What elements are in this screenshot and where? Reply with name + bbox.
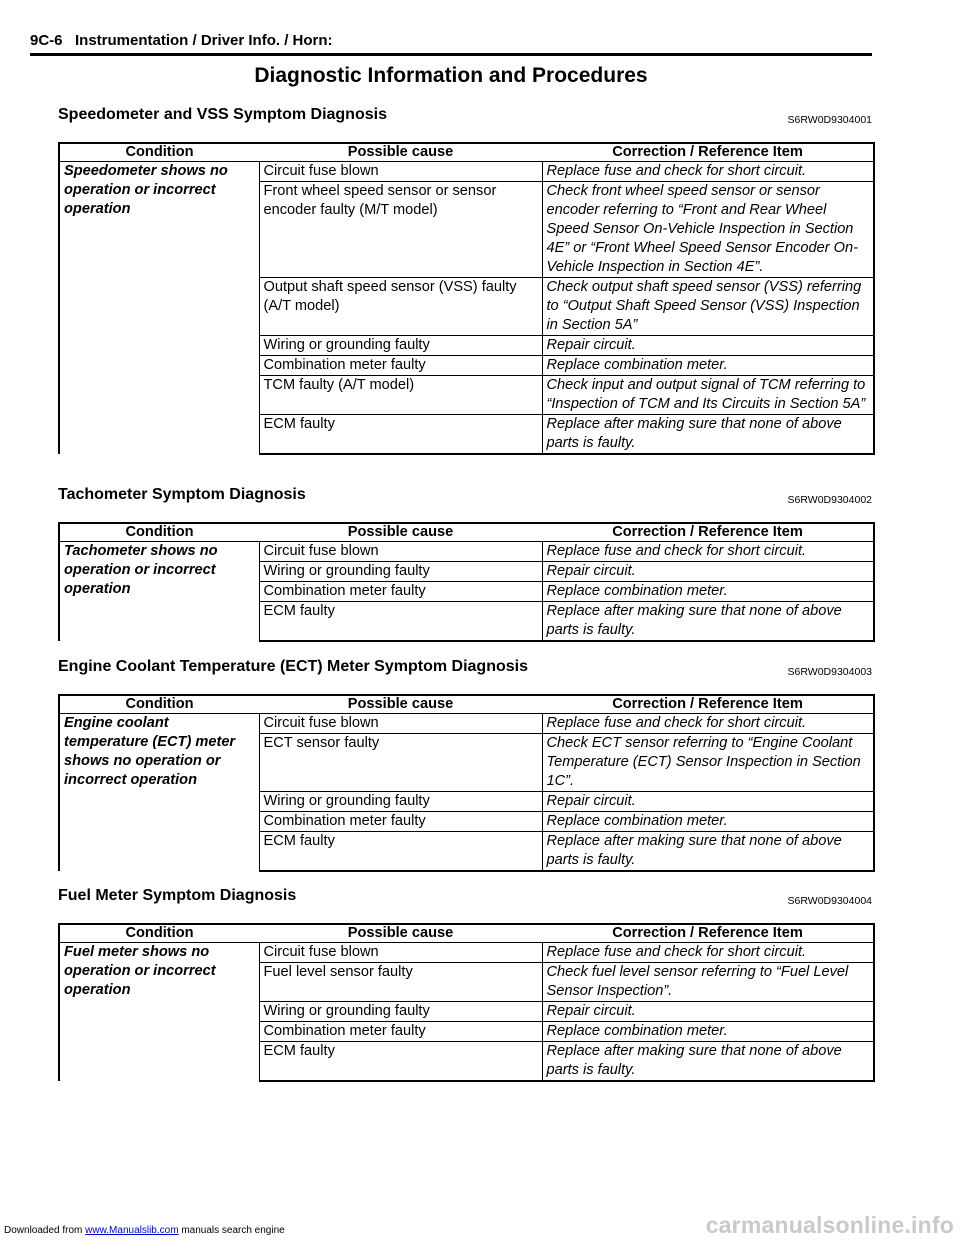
column-header-correction: Correction / Reference Item (542, 924, 874, 943)
cause-cell: Front wheel speed sensor or sensor encoder faulty (M/T model) (259, 182, 542, 278)
section-title: Tachometer Symptom Diagnosis (58, 486, 306, 503)
ect-meter-diagnosis-table (58, 694, 875, 872)
correction-cell: Check input and output signal of TCM referring to “Inspection of TCM and Its Circuits in Section 5A” (542, 376, 874, 415)
section-title: Speedometer and VSS Symptom Diagnosis (58, 106, 387, 123)
section-heading-tachometer (58, 486, 872, 508)
table-header-row (59, 523, 874, 542)
cause-cell: Circuit fuse blown (259, 542, 542, 562)
cause-cell: Wiring or grounding faulty (259, 336, 542, 356)
column-header-cause: Possible cause (259, 695, 542, 714)
section-code: S6RW0D9304002 (787, 494, 872, 506)
speedometer-diagnosis-table (58, 142, 875, 455)
section-heading-ect-meter (58, 658, 872, 680)
condition-cell: Speedometer shows no operation or incorrect operation (59, 162, 259, 455)
column-header-cause: Possible cause (259, 143, 542, 162)
table-row (59, 943, 874, 963)
cause-cell: Circuit fuse blown (259, 943, 542, 963)
correction-cell: Replace fuse and check for short circuit. (542, 943, 874, 963)
correction-cell: Replace combination meter. (542, 356, 874, 376)
correction-cell: Check ECT sensor referring to “Engine Coolant Temperature (ECT) Sensor Inspection in Section 1C”. (542, 734, 874, 792)
correction-cell: Replace combination meter. (542, 1022, 874, 1042)
manualslib-link[interactable]: www.Manualslib.com (85, 1225, 179, 1236)
section-heading-speedometer (58, 106, 872, 128)
table-row (59, 714, 874, 734)
correction-cell: Check front wheel speed sensor or sensor encoder referring to “Front and Rear Wheel Speed Sensor On-Vehicle Inspection in Section 4E” or “Front Wheel Speed Sensor Encoder On-Vehicle Inspection in Section 4E”. (542, 182, 874, 278)
cause-cell: Combination meter faulty (259, 582, 542, 602)
cause-cell: ECM faulty (259, 832, 542, 872)
correction-cell: Replace after making sure that none of above parts is faulty. (542, 415, 874, 455)
correction-cell: Replace after making sure that none of above parts is faulty. (542, 832, 874, 872)
cause-cell: ECM faulty (259, 1042, 542, 1082)
column-header-condition: Condition (59, 924, 259, 943)
footer-suffix: manuals search engine (181, 1225, 285, 1236)
watermark: carmanualsonline.info (705, 1212, 954, 1238)
page-title: Diagnostic Information and Procedures (254, 64, 648, 87)
tachometer-diagnosis-table (58, 522, 875, 642)
column-header-correction: Correction / Reference Item (542, 695, 874, 714)
correction-cell: Replace combination meter. (542, 812, 874, 832)
section-title: Engine Coolant Temperature (ECT) Meter Symptom Diagnosis (58, 658, 528, 675)
cause-cell: Circuit fuse blown (259, 162, 542, 182)
column-header-condition: Condition (59, 523, 259, 542)
fuel-meter-diagnosis-table (58, 923, 875, 1082)
section-title: Fuel Meter Symptom Diagnosis (58, 887, 297, 904)
correction-cell: Replace fuse and check for short circuit. (542, 162, 874, 182)
column-header-cause: Possible cause (259, 523, 542, 542)
column-header-correction: Correction / Reference Item (542, 523, 874, 542)
column-header-correction: Correction / Reference Item (542, 143, 874, 162)
cause-cell: Wiring or grounding faulty (259, 1002, 542, 1022)
section-code: S6RW0D9304003 (787, 666, 872, 678)
cause-cell: ECM faulty (259, 415, 542, 455)
cause-cell: Wiring or grounding faulty (259, 562, 542, 582)
cause-cell: Combination meter faulty (259, 356, 542, 376)
correction-cell: Replace after making sure that none of above parts is faulty. (542, 602, 874, 642)
cause-cell: ECT sensor faulty (259, 734, 542, 792)
table-row (59, 162, 874, 182)
cause-cell: Wiring or grounding faulty (259, 792, 542, 812)
footer-prefix: Downloaded from (4, 1225, 83, 1236)
correction-cell: Check fuel level sensor referring to “Fuel Level Sensor Inspection”. (542, 963, 874, 1002)
page-header (30, 32, 872, 56)
column-header-condition: Condition (59, 695, 259, 714)
table-header-row (59, 695, 874, 714)
correction-cell: Replace combination meter. (542, 582, 874, 602)
table-row (59, 542, 874, 562)
condition-cell: Engine coolant temperature (ECT) meter shows no operation or incorrect operation (59, 714, 259, 872)
correction-cell: Replace fuse and check for short circuit. (542, 714, 874, 734)
cause-cell: Combination meter faulty (259, 812, 542, 832)
column-header-cause: Possible cause (259, 924, 542, 943)
table-header-row (59, 143, 874, 162)
cause-cell: Fuel level sensor faulty (259, 963, 542, 1002)
correction-cell: Repair circuit. (542, 562, 874, 582)
cause-cell: Circuit fuse blown (259, 714, 542, 734)
download-footer (4, 1225, 285, 1236)
page-header-text: 9C-6 Instrumentation / Driver Info. / Horn: (30, 32, 333, 49)
correction-cell: Replace fuse and check for short circuit. (542, 542, 874, 562)
section-code: S6RW0D9304001 (787, 114, 872, 126)
column-header-condition: Condition (59, 143, 259, 162)
cause-cell: Output shaft speed sensor (VSS) faulty (A/T model) (259, 278, 542, 336)
table-header-row (59, 924, 874, 943)
correction-cell: Repair circuit. (542, 336, 874, 356)
cause-cell: ECM faulty (259, 602, 542, 642)
cause-cell: Combination meter faulty (259, 1022, 542, 1042)
section-code: S6RW0D9304004 (787, 895, 872, 907)
correction-cell: Check output shaft speed sensor (VSS) referring to “Output Shaft Speed Sensor (VSS) Inspection in Section 5A” (542, 278, 874, 336)
correction-cell: Repair circuit. (542, 792, 874, 812)
correction-cell: Repair circuit. (542, 1002, 874, 1022)
cause-cell: TCM faulty (A/T model) (259, 376, 542, 415)
correction-cell: Replace after making sure that none of above parts is faulty. (542, 1042, 874, 1082)
condition-cell: Fuel meter shows no operation or incorrect operation (59, 943, 259, 1082)
condition-cell: Tachometer shows no operation or incorrect operation (59, 542, 259, 642)
section-heading-fuel-meter (58, 887, 872, 909)
